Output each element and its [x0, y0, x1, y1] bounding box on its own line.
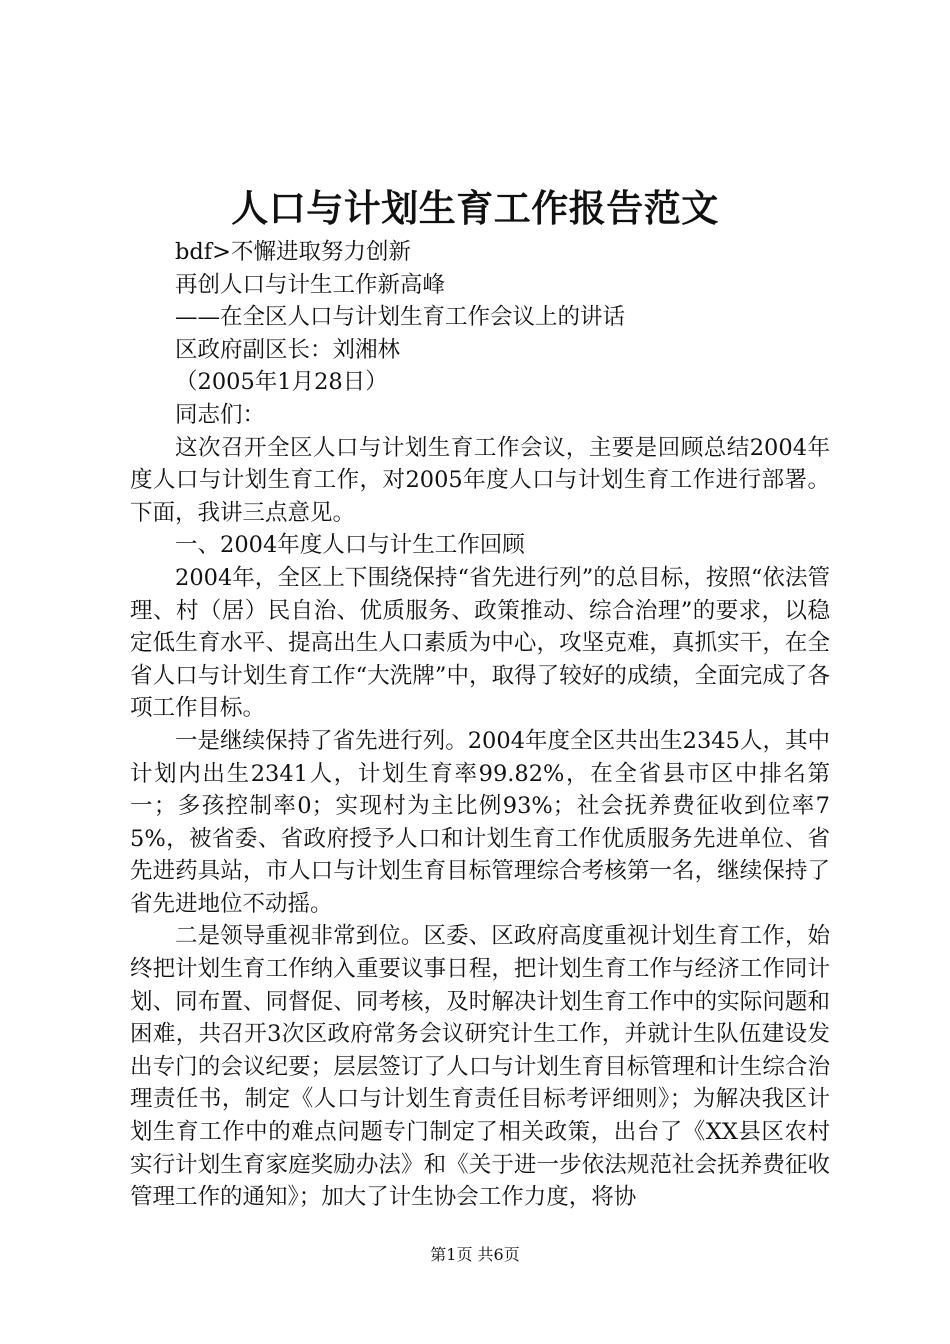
paragraph-intro: 这次召开全区人口与计划生育工作会议，主要是回顾总结2004年度人口与计划生育工作，对2005年度人口与计划生育工作进行部署。下面，我讲三点意见。 [130, 434, 830, 526]
paragraph-section-heading: 一、2004年度人口与计生工作回顾 [175, 532, 525, 559]
paragraph-review: 2004年，全区上下围绕保持“省先进行列”的总目标，按照“依法管理、村（居）民自治、优质服务、政策推动、综合治理”的要求，以稳定低生育水平、提高出生人口素质为中心，攻坚克难，真抓实干，在全省人口与计划生育工作“大洗牌”中，取得了较好的成绩，全面完成了各项工作目标。 [130, 564, 830, 722]
paragraph-subtitle: ——在全区人口与计划生育工作会议上的讲话 [175, 304, 626, 331]
document-title: 人口与计划生育工作报告范文 [231, 186, 719, 230]
page-footer: 第1页 共6页 [430, 1245, 520, 1264]
paragraph-point-two: 二是领导重视非常到位。区委、区政府高度重视计划生育工作，始终把计划生育工作纳入重要议事日程，把计划生育工作与经济工作同计划、同布置、同督促、同考核，及时解决计划生育工作中的实际问题和困难，共召开3次区政府常务会议研究计生工作，并就计生队伍建设发出专门的会议纪要；层层签订了人口与计划生育目标管理和计生综合治理责任书，制定《人口与计划生育责任目标考评细则》；为解决我区计划生育工作中的难点问题专门制定了相关政策，出台了《XX县区农村实行计划生育家庭奖励办法》和《关于进一步依法规范社会抚养费征收管理工作的通知》；加大了计生协会工作力度，将协 [130, 923, 830, 1211]
document-body [130, 236, 830, 1214]
paragraph-date: （2005年1月28日） [175, 369, 388, 396]
paragraph-heading-2: 再创人口与计生工作新高峰 [175, 271, 446, 298]
paragraph-speaker: 区政府副区长：刘湘林 [175, 336, 401, 363]
paragraph-salutation: 同志们： [175, 401, 266, 428]
paragraph-heading-1: bdf>不懈进取努力创新 [175, 239, 411, 265]
paragraph-point-one: 一是继续保持了省先进行列。2004年度全区共出生2345人，其中计划内出生2341人，计划生育率99.82%，在全省县市区中排名第一；多孩控制率0；实现村为主比例93%；社会抚养费征收到位率75%，被省委、省政府授予人口和计划生育工作优质服务先进单位、省先进药具站，市人口与计划生育目标管理综合考核第一名，继续保持了省先进地位不动摇。 [130, 727, 830, 917]
